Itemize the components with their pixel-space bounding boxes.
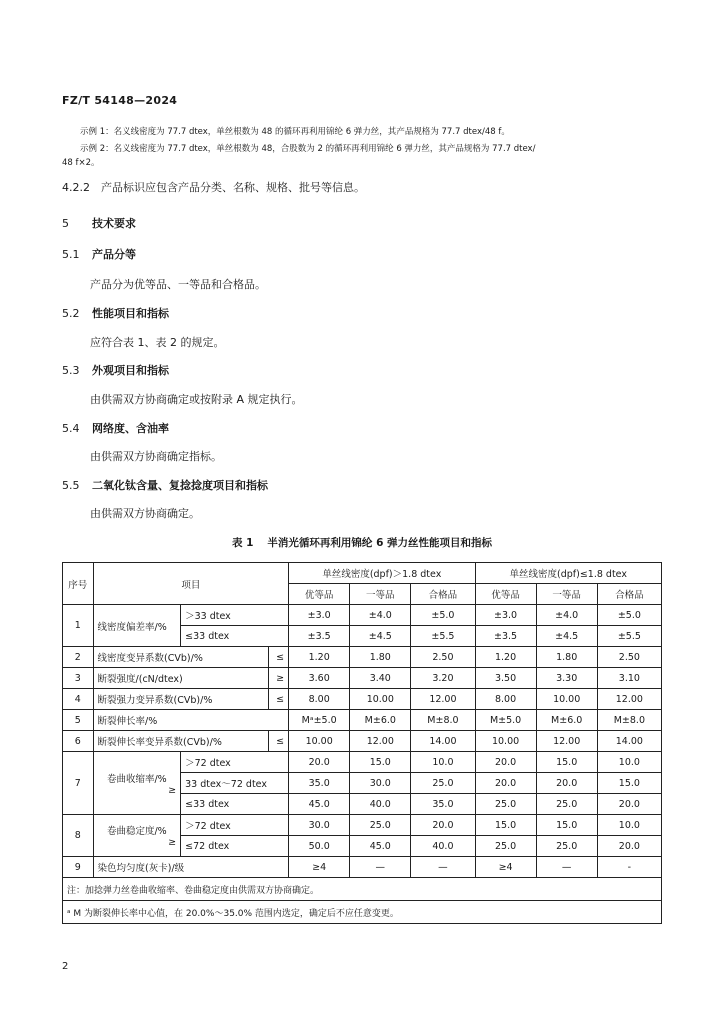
row-seq: 4	[63, 689, 94, 710]
section-5-5-body: 由供需双方协商确定。	[90, 507, 200, 520]
row-seq: 8	[63, 815, 94, 857]
table-cell: 1.80	[350, 647, 411, 668]
section-title: 外观项目和指标	[92, 364, 169, 377]
table-cell: 35.0	[289, 773, 350, 794]
row-seq: 1	[63, 605, 94, 647]
row-seq: 3	[63, 668, 94, 689]
table-row	[63, 689, 662, 710]
section-title: 网络度、含油率	[92, 422, 169, 435]
section-title: 性能项目和指标	[92, 307, 169, 320]
row-item-stability	[93, 815, 181, 857]
row-item: 断裂强力变异系数(CVb)/%	[93, 689, 268, 710]
table-footnote: ᵃ M 为断裂伸长率中心值，在 20.0%～35.0% 范围内选定，确定后不应任意变更。	[63, 901, 662, 924]
table-cell: 35.0	[411, 794, 475, 815]
table-cell: 50.0	[289, 836, 350, 857]
table-cell: ±3.5	[289, 626, 350, 647]
table-cell: 10.0	[597, 752, 661, 773]
section-5-2-body: 应符合表 1、表 2 的规定。	[90, 336, 225, 349]
row-condition: ≤33 dtex	[181, 794, 289, 815]
table-cell: 3.10	[597, 668, 661, 689]
table-cell: -	[597, 857, 661, 878]
table-cell: 25.0	[475, 836, 536, 857]
table-row	[63, 647, 662, 668]
table-cell: —	[536, 857, 597, 878]
table-cell: ±3.0	[289, 605, 350, 626]
row-condition: ≤33 dtex	[181, 626, 289, 647]
table-cell: 12.00	[350, 731, 411, 752]
row-seq: 2	[63, 647, 94, 668]
section-number: 5.3	[62, 364, 80, 377]
page-number: 2	[62, 961, 69, 972]
row-seq: 9	[63, 857, 94, 878]
table-cell: 8.00	[475, 689, 536, 710]
row-condition: ＞72 dtex	[181, 815, 289, 836]
grade-header: 一等品	[536, 584, 597, 605]
example-2-continued: 48 f×2。	[62, 158, 100, 168]
header-group-fine: 单丝线密度(dpf)≤1.8 dtex	[475, 563, 661, 584]
table-cell: 10.0	[411, 752, 475, 773]
table-cell: M±5.0	[475, 710, 536, 731]
row-seq: 5	[63, 710, 94, 731]
table-cell: 10.00	[536, 689, 597, 710]
table-cell: 14.00	[411, 731, 475, 752]
section-number: 5.4	[62, 422, 80, 435]
grade-header: 合格品	[597, 584, 661, 605]
table-cell: 25.0	[350, 815, 411, 836]
row-item: 断裂伸长率/%	[93, 710, 289, 731]
table-cell: 10.0	[597, 815, 661, 836]
table-cell: ±3.5	[475, 626, 536, 647]
table-cell: 12.00	[411, 689, 475, 710]
table-cell: 40.0	[350, 794, 411, 815]
table-cell: 10.00	[289, 731, 350, 752]
row-comparator: ≥	[168, 837, 177, 848]
table-cell: 25.0	[475, 794, 536, 815]
table-cell: 40.0	[411, 836, 475, 857]
table-cell: 45.0	[289, 794, 350, 815]
table-cell: 2.50	[411, 647, 475, 668]
clause-4-2-2: 4.2.2 产品标识应包含产品分类、名称、规格、批号等信息。	[62, 181, 365, 194]
table-cell: 14.00	[597, 731, 661, 752]
table-cell: 15.0	[475, 815, 536, 836]
row-item-crimp	[93, 752, 181, 815]
section-title: 二氧化钛含量、复捻捻度项目和指标	[92, 479, 268, 492]
table-row	[63, 605, 662, 626]
table-cell: 30.0	[289, 815, 350, 836]
row-condition: ＞72 dtex	[181, 752, 289, 773]
row-comparator: ≥	[268, 668, 288, 689]
table-cell: 1.20	[475, 647, 536, 668]
table-cell: 3.30	[536, 668, 597, 689]
table-row	[63, 710, 662, 731]
table-cell: ±5.0	[597, 605, 661, 626]
row-condition: 33 dtex～72 dtex	[181, 773, 289, 794]
row-seq: 6	[63, 731, 94, 752]
table-row	[63, 857, 662, 878]
table-caption	[0, 535, 724, 550]
example-1: 示例 1：名义线密度为 77.7 dtex，单丝根数为 48 的循环再利用锦纶 6 弹力丝，其产品规格为 77.7 dtex/48 f。	[80, 127, 510, 137]
table-cell: 25.0	[536, 794, 597, 815]
table-cell: —	[350, 857, 411, 878]
section-5-5-heading	[62, 477, 268, 493]
section-title: 技术要求	[92, 217, 136, 230]
table-cell: 25.0	[536, 836, 597, 857]
section-5-2-heading	[62, 305, 169, 321]
standard-code: FZ/T 54148—2024	[62, 94, 178, 107]
table-note-row	[63, 901, 662, 924]
table-header-row	[63, 563, 662, 584]
table-cell: 3.50	[475, 668, 536, 689]
table-cell: ≥4	[475, 857, 536, 878]
table-cell: 3.40	[350, 668, 411, 689]
grade-header: 合格品	[411, 584, 475, 605]
table-title: 半消光循环再利用锦纶 6 弹力丝性能项目和指标	[267, 537, 493, 549]
table-cell: 20.0	[597, 794, 661, 815]
row-comparator: ≤	[268, 731, 288, 752]
table-cell: M±6.0	[350, 710, 411, 731]
table-note: 注：加捻弹力丝卷曲收缩率、卷曲稳定度由供需双方协商确定。	[63, 878, 662, 901]
table-cell: 1.20	[289, 647, 350, 668]
header-item: 项目	[93, 563, 289, 605]
table-cell: 1.80	[536, 647, 597, 668]
section-5-1-heading	[62, 246, 136, 262]
row-seq: 7	[63, 752, 94, 815]
row-comparator: ≤	[268, 647, 288, 668]
table-cell: 20.0	[289, 752, 350, 773]
section-number: 5.2	[62, 307, 80, 320]
table-cell: 30.0	[350, 773, 411, 794]
table-number: 表 1	[231, 537, 254, 549]
section-number: 5.1	[62, 248, 80, 261]
section-5-4-body: 由供需双方协商确定指标。	[90, 450, 222, 463]
table-cell: 10.00	[475, 731, 536, 752]
table-cell: 15.0	[350, 752, 411, 773]
table-row	[63, 752, 662, 773]
section-5-3-heading	[62, 362, 169, 378]
table-cell: 20.0	[475, 752, 536, 773]
table-cell: ±4.5	[350, 626, 411, 647]
table-row	[63, 668, 662, 689]
row-comparator: ≥	[168, 784, 177, 796]
table-cell: ±4.0	[536, 605, 597, 626]
row-item: 卷曲稳定度/%	[106, 826, 167, 837]
section-5-3-body: 由供需双方协商确定或按附录 A 规定执行。	[90, 393, 303, 406]
section-5-4-heading	[62, 420, 169, 436]
table-cell: 3.60	[289, 668, 350, 689]
table-cell: 12.00	[597, 689, 661, 710]
table-cell: 20.0	[597, 836, 661, 857]
table-cell: 15.0	[536, 815, 597, 836]
table-cell: ±4.5	[536, 626, 597, 647]
section-title: 产品分等	[92, 248, 136, 261]
row-item: 线密度变异系数(CVb)/%	[93, 647, 268, 668]
performance-table	[62, 562, 662, 924]
row-item: 断裂强度/(cN/dtex)	[93, 668, 268, 689]
table-cell: 45.0	[350, 836, 411, 857]
row-item: 断裂伸长率变异系数(CVb)/%	[93, 731, 268, 752]
table-cell: Mᵃ±5.0	[289, 710, 350, 731]
table-cell: 3.20	[411, 668, 475, 689]
table-cell: —	[411, 857, 475, 878]
table-cell: 8.00	[289, 689, 350, 710]
section-number: 5.5	[62, 479, 80, 492]
table-cell: ≥4	[289, 857, 350, 878]
header-seq: 序号	[63, 563, 94, 605]
row-item: 染色均匀度(灰卡)/级	[93, 857, 289, 878]
table-cell: 20.0	[411, 815, 475, 836]
row-condition: ≤72 dtex	[181, 836, 289, 857]
grade-header: 一等品	[350, 584, 411, 605]
row-item: 线密度偏差率/%	[93, 605, 181, 647]
table-cell: 20.0	[536, 773, 597, 794]
table-cell: 15.0	[597, 773, 661, 794]
section-number: 5	[62, 217, 69, 230]
header-group-coarse: 单丝线密度(dpf)＞1.8 dtex	[289, 563, 475, 584]
section-5-1-body: 产品分为优等品、一等品和合格品。	[90, 278, 266, 291]
row-item: 卷曲收缩率/%	[106, 773, 167, 785]
table-cell: 25.0	[411, 773, 475, 794]
section-5-heading	[62, 215, 136, 231]
table-cell: 15.0	[536, 752, 597, 773]
table-cell: 10.00	[350, 689, 411, 710]
table-note-row	[63, 878, 662, 901]
table-cell: 12.00	[536, 731, 597, 752]
table-cell: M±6.0	[536, 710, 597, 731]
table-cell: ±3.0	[475, 605, 536, 626]
table-cell: M±8.0	[411, 710, 475, 731]
example-2: 示例 2：名义线密度为 77.7 dtex，单丝根数为 48，合股数为 2 的循环再利用锦纶 6 弹力丝，其产品规格为 77.7 dtex/	[80, 144, 536, 154]
row-comparator: ≤	[268, 689, 288, 710]
table-cell: ±5.5	[411, 626, 475, 647]
table-cell: ±5.0	[411, 605, 475, 626]
table-row	[63, 815, 662, 836]
table-cell: 20.0	[475, 773, 536, 794]
grade-header: 优等品	[475, 584, 536, 605]
grade-header: 优等品	[289, 584, 350, 605]
table-cell: 2.50	[597, 647, 661, 668]
table-cell: M±8.0	[597, 710, 661, 731]
table-row	[63, 731, 662, 752]
table-cell: ±4.0	[350, 605, 411, 626]
table-cell: ±5.5	[597, 626, 661, 647]
row-condition: ＞33 dtex	[181, 605, 289, 626]
